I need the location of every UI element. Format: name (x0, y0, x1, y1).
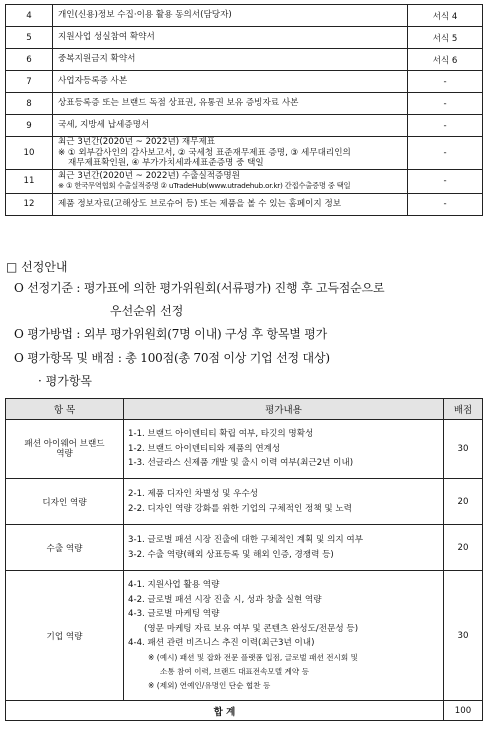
doc-form: - (408, 137, 483, 170)
table-row (6, 193, 483, 215)
doc-name: 최근 3년간(2020년 ~ 2022년) 수출실적증명원 ※ ① 한국무역협회 수출실적증명 ② uTradeHub(www.utradehub.or.kr) 간접수출증명 중 택일 (53, 169, 408, 193)
table-header-row (6, 399, 483, 420)
table-row (6, 93, 483, 115)
table-row (6, 169, 483, 193)
total-label: 합 계 (6, 701, 444, 721)
doc-number: 5 (6, 27, 53, 49)
header-area: 항 목 (6, 399, 124, 420)
total-score: 100 (444, 701, 483, 721)
selection-criteria: O 선정기준 : 평가표에 의한 평가위원회(서류평가) 진행 후 고득점순으로 (14, 281, 385, 295)
eval-content: 2-1. 제품 디자인 차별성 및 우수성 2-2. 디자인 역량 강화를 위한 기업의 구체적인 정책 및 노력 (124, 479, 444, 525)
table-row (6, 115, 483, 137)
doc-name: 사업자등록증 사본 (53, 71, 408, 93)
eval-area: 수출 역량 (6, 525, 124, 571)
doc-name: 국세, 지방세 납세증명서 (53, 115, 408, 137)
doc-name: 중복지원금지 확약서 (53, 49, 408, 71)
doc-form: - (408, 193, 483, 215)
eval-content: 1-1. 브랜드 아이덴티티 확립 여부, 타깃의 명확성 1-2. 브랜드 아이덴티티와 제품의 연계성 1-3. 선글라스 신제품 개발 및 출시 이력 여부(최근2년 이내) (124, 420, 444, 479)
table-row (6, 71, 483, 93)
eval-score: 20 (444, 479, 483, 525)
eval-area: 기업 역량 (6, 571, 124, 701)
doc-form: - (408, 93, 483, 115)
doc-name: 지원사업 성실참여 확약서 (53, 27, 408, 49)
doc-name: 개인(신용)정보 수집·이용 활용 동의서(담당자) (53, 5, 408, 27)
table-row (6, 27, 483, 49)
doc-number: 10 (6, 137, 53, 170)
eval-score: 20 (444, 525, 483, 571)
evaluation-items-score: O 평가항목 및 배점 : 총 100점(총 70점 이상 기업 선정 대상) (14, 351, 330, 365)
header-content: 평가내용 (124, 399, 444, 420)
doc-number: 4 (6, 5, 53, 27)
table-row (6, 525, 483, 571)
eval-area: 패션 아이웨어 브랜드 역량 (6, 420, 124, 479)
table-row (6, 479, 483, 525)
doc-name: 제품 정보자료(고해상도 브로슈어 등) 또는 제품을 볼 수 있는 홈페이지 정보 (53, 193, 408, 215)
doc-form: - (408, 169, 483, 193)
doc-number: 6 (6, 49, 53, 71)
total-row (6, 701, 483, 721)
doc-number: 8 (6, 93, 53, 115)
doc-form: 서식 5 (408, 27, 483, 49)
table-row (6, 571, 483, 701)
doc-form: - (408, 71, 483, 93)
header-score: 배점 (444, 399, 483, 420)
doc-number: 7 (6, 71, 53, 93)
table-row (6, 137, 483, 170)
doc-form: 서식 6 (408, 49, 483, 71)
table-row (6, 420, 483, 479)
eval-content: 3-1. 글로벌 패션 시장 진출에 대한 구체적인 계획 및 의지 여부 3-2. 수출 역량(해외 상표등록 및 해외 인증, 경쟁력 등) (124, 525, 444, 571)
eval-area: 디자인 역량 (6, 479, 124, 525)
table-row (6, 5, 483, 27)
eval-score: 30 (444, 420, 483, 479)
table-row (6, 49, 483, 71)
evaluation-table (5, 398, 483, 721)
doc-number: 11 (6, 169, 53, 193)
doc-form: - (408, 115, 483, 137)
doc-number: 12 (6, 193, 53, 215)
required-documents-table (5, 4, 483, 216)
doc-form: 서식 4 (408, 5, 483, 27)
selection-heading: □ 선정안내 (6, 260, 68, 274)
doc-name: 상표등록증 또는 브랜드 독점 상표권, 유통권 보유 증빙자료 사본 (53, 93, 408, 115)
eval-score: 30 (444, 571, 483, 701)
evaluation-items-label: · 평가항목 (38, 374, 92, 388)
selection-criteria-continued: 우선순위 선정 (110, 304, 184, 318)
doc-number: 9 (6, 115, 53, 137)
eval-content: 4-1. 지원사업 활용 역량 4-2. 글로벌 패션 시장 진출 시, 성과 창출 실현 역량 4-3. 글로벌 마케팅 역량 (영문 마케팅 자료 보유 여부 및 콘텐츠 완성도/전문성 등) 4-4. 패션 관련 비즈니스 추진 이력(최근3년 이내) ※ (예시) 패션 및 잡화 전문 플랫폼 입점, 글로벌 패션 전시회 및 소통 참여 이력, 브랜드 대표전속모델 계약 등 ※ (제외) 연예인/유명인 단순 협찬 등 (124, 571, 444, 701)
evaluation-method: O 평가방법 : 외부 평가위원회(7명 이내) 구성 후 항목별 평가 (14, 327, 328, 341)
doc-name: 최근 3년간(2020년 ~ 2022년) 재무제표 ※ ① 외부감사인의 감사보고서, ② 국세청 표준재무제표 증명, ③ 세무대리인의 재무제표확인원, ④ 부가가치세과세표준증명 중 택일 (53, 137, 408, 170)
